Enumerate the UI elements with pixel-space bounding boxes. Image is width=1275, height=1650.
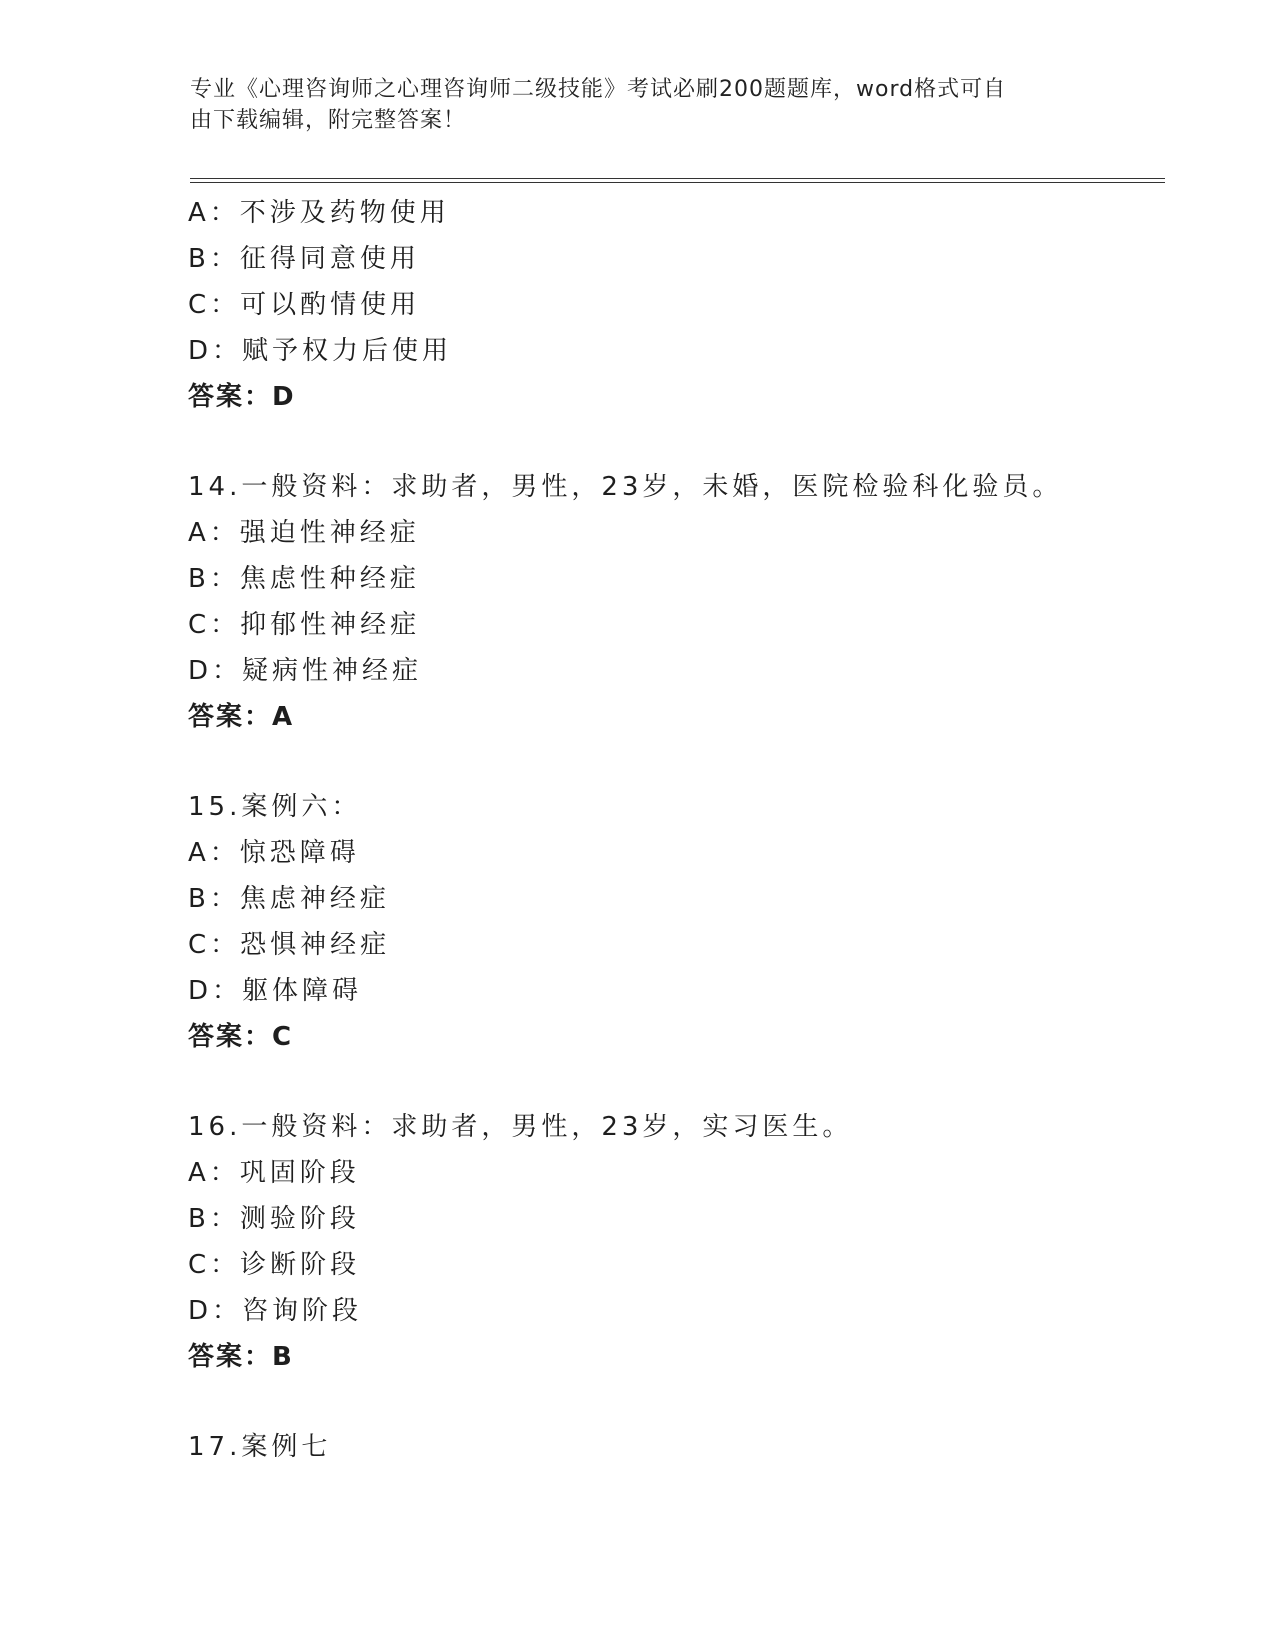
question-title: 17.案例七 bbox=[188, 1432, 332, 1462]
question-17 bbox=[188, 1424, 1188, 1470]
option-a: A：巩固阶段 bbox=[188, 1158, 360, 1188]
option-a: A：惊恐障碍 bbox=[188, 838, 360, 868]
answer: 答案：A bbox=[188, 702, 295, 732]
option-a: A：强迫性神经症 bbox=[188, 518, 420, 548]
header-line-1: 专业《心理咨询师之心理咨询师二级技能》考试必刷200题题库，word格式可自 bbox=[190, 77, 1007, 102]
question-title: 16.一般资料：求助者，男性，23岁，实习医生。 bbox=[188, 1112, 853, 1142]
answer: 答案：C bbox=[188, 1022, 294, 1052]
question-13-continued bbox=[188, 190, 1188, 420]
question-16 bbox=[188, 1104, 1188, 1380]
question-title: 15.案例六： bbox=[188, 792, 362, 822]
answer: 答案：B bbox=[188, 1342, 294, 1372]
option-b: B：测验阶段 bbox=[188, 1204, 360, 1234]
option-b: B：焦虑性种经症 bbox=[188, 564, 420, 594]
option-a: A：不涉及药物使用 bbox=[188, 198, 450, 228]
option-c: C：抑郁性神经症 bbox=[188, 610, 421, 640]
option-b: B：征得同意使用 bbox=[188, 244, 420, 274]
document-header bbox=[190, 74, 1070, 136]
option-d: D：躯体障碍 bbox=[188, 976, 363, 1006]
question-15 bbox=[188, 784, 1188, 1060]
option-d: D：咨询阶段 bbox=[188, 1296, 363, 1326]
header-divider bbox=[190, 178, 1165, 183]
question-14 bbox=[188, 464, 1188, 740]
option-c: C：可以酌情使用 bbox=[188, 290, 421, 320]
option-d: D：疑病性神经症 bbox=[188, 656, 423, 686]
question-list bbox=[188, 190, 1188, 1470]
option-d: D：赋予权力后使用 bbox=[188, 336, 453, 366]
option-b: B：焦虑神经症 bbox=[188, 884, 390, 914]
option-c: C：恐惧神经症 bbox=[188, 930, 391, 960]
header-line-2: 由下载编辑，附完整答案！ bbox=[190, 108, 467, 133]
option-c: C：诊断阶段 bbox=[188, 1250, 361, 1280]
question-title: 14.一般资料：求助者，男性，23岁，未婚，医院检验科化验员。 bbox=[188, 472, 1063, 502]
answer: 答案：D bbox=[188, 382, 296, 412]
